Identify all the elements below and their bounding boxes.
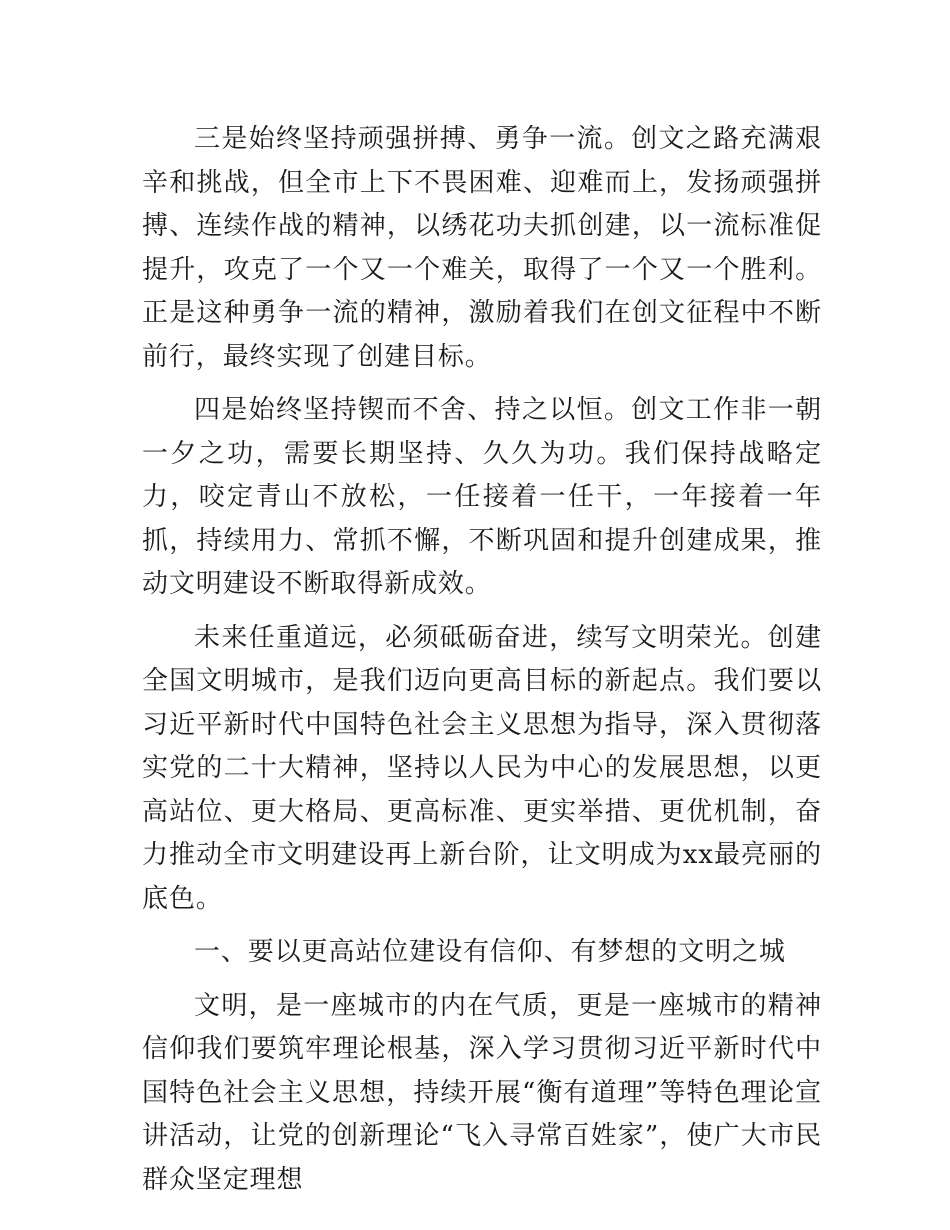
- section-heading-1: 一、要以更高站位建设有信仰、有梦想的文明之城: [194, 937, 786, 967]
- paragraph-future: 未来任重道远，必须砥砺奋进，续写文明荣光。创建全国文明城市，是我们迈向更高目标的新起点。我们要以习近平新时代中国特色社会主义思想为指导，深入贯彻落实党的二十大精神，坚持以人民为中心的发展思想，以更高站位、更大格局、更高标准、更实举措、更优机制，奋力推动全市文明建设再上新台阶，让文明成为xx最亮丽的底色。: [142, 622, 822, 914]
- paragraph-civilization: 文明，是一座城市的内在气质，更是一座城市的精神信仰我们要筑牢理论根基，深入学习贯彻习近平新时代中国特色社会主义思想，持续开展“衡有道理”等特色理论宣讲活动，让党的创新理论“飞入寻常百姓家”，使广大市民群众坚定理想: [142, 990, 822, 1195]
- paragraph-persistence: 三是始终坚持顽强拼搏、勇争一流。创文之路充满艰辛和挑战，但全市上下不畏困难、迎难而上，发扬顽强拼搏、连续作战的精神，以绣花功夫抓创建，以一流标准促提升，攻克了一个又一个难关，取得了一个又一个胜利。正是这种勇争一流的精神，激励着我们在创文征程中不断前行，最终实现了创建目标。: [142, 124, 822, 372]
- document-body: [142, 118, 822, 1202]
- paragraph-perseverance: 四是始终坚持锲而不舍、持之以恒。创文工作非一朝一夕之功，需要长期坚持、久久为功。我们保持战略定力，咬定青山不放松，一任接着一任干，一年接着一年抓，持续用力、常抓不懈，不断巩固和提升创建成果，推动文明建设不断取得新成效。: [142, 395, 822, 599]
